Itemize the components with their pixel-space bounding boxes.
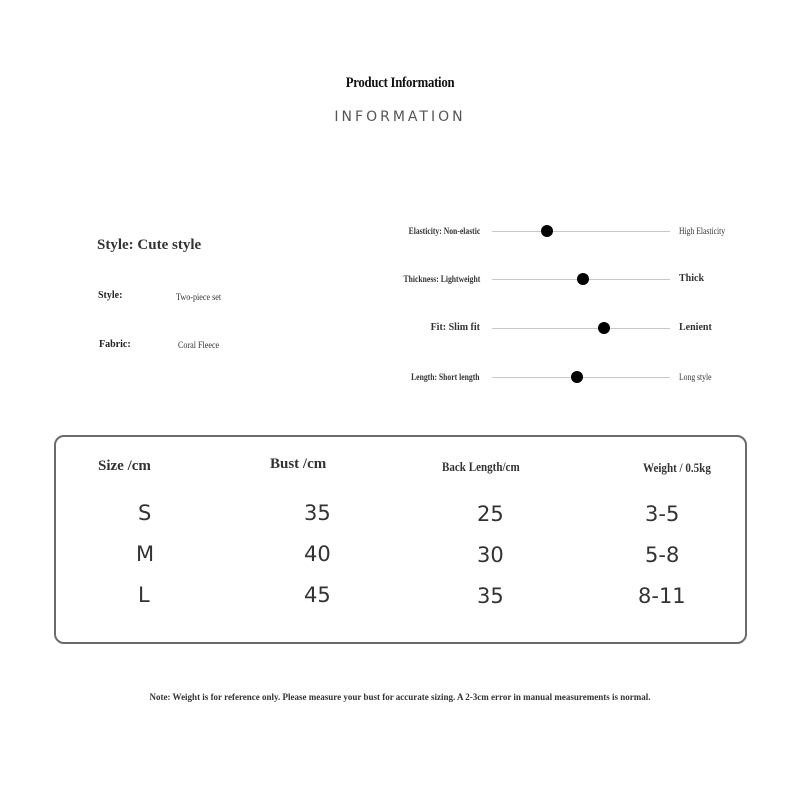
table-cell-bust: 40 [304, 542, 331, 566]
table-cell-bust: 35 [304, 501, 331, 525]
header-size: Size /cm [98, 458, 151, 474]
table-cell-weight: 8-11 [638, 584, 686, 608]
scale-indicator [571, 371, 583, 383]
scale-indicator [598, 322, 610, 334]
scale-indicator [541, 225, 553, 237]
size-table [54, 435, 747, 644]
scale-length [0, 367, 800, 387]
table-cell-back-length: 35 [477, 584, 504, 608]
table-cell-size: S [138, 501, 152, 525]
scale-track [492, 231, 670, 232]
fabric-value: Coral Fleece [178, 340, 220, 350]
table-cell-bust: 45 [304, 583, 331, 607]
table-cell-size: M [136, 542, 155, 566]
style-value: Two-piece set [176, 292, 222, 302]
table-cell-size: L [138, 583, 150, 607]
table-cell-weight: 5-8 [645, 543, 680, 567]
scale-track [492, 328, 670, 329]
scale-right-label: Long style [679, 372, 712, 382]
page-subtitle: INFORMATION [334, 109, 466, 125]
scale-right-label: Thick [679, 273, 705, 284]
scale-right-label: Lenient [679, 322, 712, 333]
style-heading: Style: Cute style [97, 237, 202, 253]
header-back-length: Back Length/cm [442, 459, 520, 474]
scale-thickness [0, 269, 800, 289]
table-cell-weight: 3-5 [645, 502, 680, 526]
table-cell-back-length: 30 [477, 543, 504, 567]
scale-indicator [577, 273, 589, 285]
scale-left-label: Thickness: Lightweight [403, 274, 480, 284]
scale-left-label: Fit: Slim fit [430, 322, 480, 333]
scale-elasticity [0, 221, 800, 241]
scale-left-label: Length: Short length [411, 372, 480, 382]
page-title: Product Information [345, 75, 455, 91]
scale-track [492, 377, 670, 378]
style-label: Style: [98, 290, 123, 301]
table-cell-back-length: 25 [477, 502, 504, 526]
scale-left-label: Elasticity: Non-elastic [408, 226, 480, 236]
scale-right-label: High Elasticity [679, 226, 726, 236]
scale-fit [0, 318, 800, 338]
header-bust: Bust /cm [270, 456, 327, 472]
sizing-note: Note: Weight is for reference only. Please measure your bust for accurate sizing. A 2-3cm error in manual measurements is normal. [149, 692, 651, 702]
scale-track [492, 279, 670, 280]
header-weight: Weight / 0.5kg [643, 460, 711, 475]
fabric-label: Fabric: [99, 339, 131, 350]
